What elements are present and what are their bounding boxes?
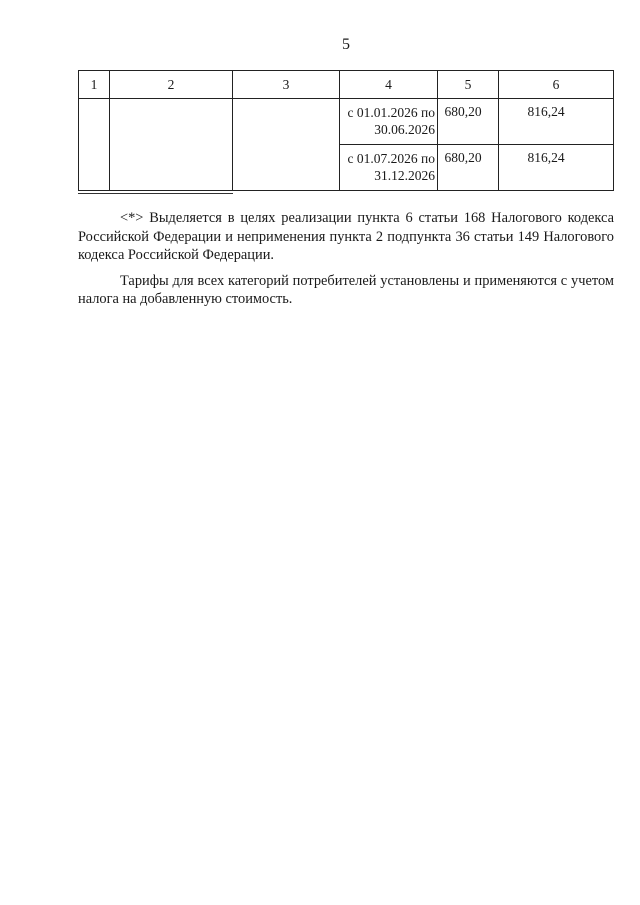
tariff-vat-value-cell: 816,24: [499, 145, 614, 191]
footnote-paragraph: <*> Выделяется в целях реализации пункта 6 статьи 168 Налогового кодекса Российской Федерации и неприменения пункта 2 подпункта 36 статьи 149 Налогового кодекса Российской Федерации.: [78, 210, 614, 263]
page-number: 5: [342, 36, 350, 53]
column-header-4: 4: [340, 71, 438, 99]
tariff-vat-value-cell: 816,24: [499, 99, 614, 145]
tariff-value-cell: 680,20: [438, 99, 499, 145]
column-header-2: 2: [110, 71, 233, 99]
table-cell-col2: [110, 99, 233, 191]
period-cell: с 01.07.2026 по 31.12.2026: [340, 145, 438, 191]
period-cell: с 01.01.2026 по 30.06.2026: [340, 99, 438, 145]
column-header-1: 1: [79, 71, 110, 99]
tariff-value-cell: 680,20: [438, 145, 499, 191]
table-row: [79, 99, 614, 145]
column-header-5: 5: [438, 71, 499, 99]
table-cell-col1: [79, 99, 110, 191]
tariff-table: [78, 70, 614, 191]
table-cell-col3: [233, 99, 340, 191]
footnote-divider: [78, 193, 233, 194]
notes-section: [78, 209, 614, 316]
column-header-6: 6: [499, 71, 614, 99]
vat-note-paragraph: Тарифы для всех категорий потребителей установлены и применяются с учетом налога на добавленную стоимость.: [78, 272, 614, 307]
column-header-3: 3: [233, 71, 340, 99]
table-header-row: [79, 71, 614, 99]
